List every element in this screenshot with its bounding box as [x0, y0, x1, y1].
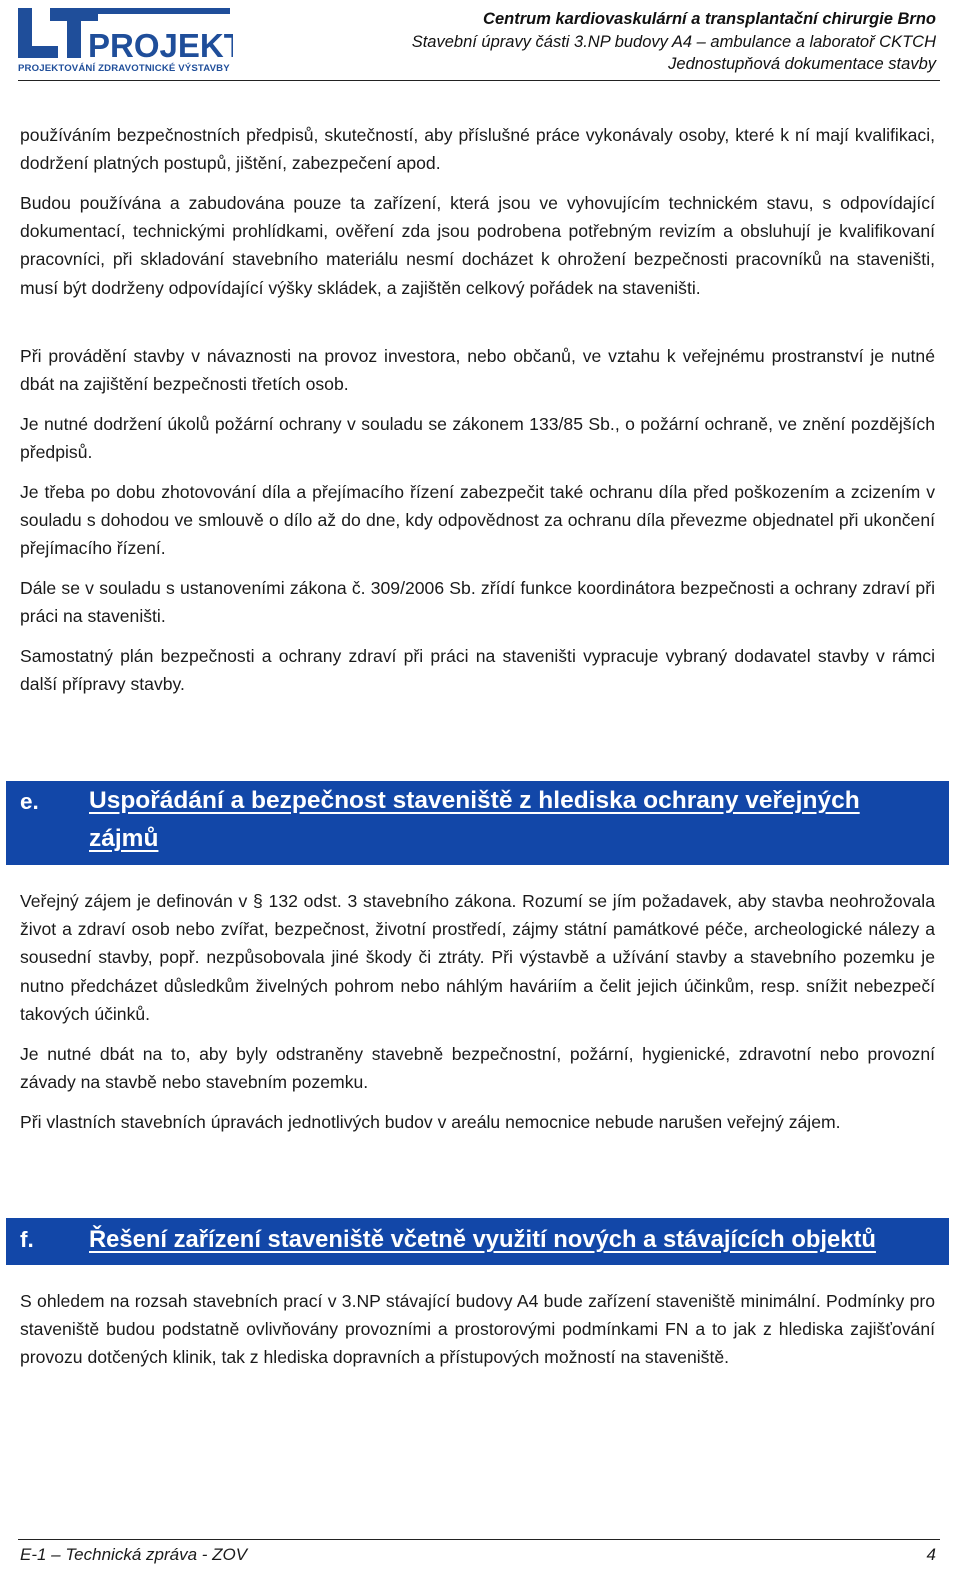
- section-f-title: Řešení zařízení staveniště včetně využití nových a stávajících objektů: [89, 1226, 876, 1253]
- section-e-heading: [6, 781, 949, 865]
- section-e-letter: e.: [20, 789, 39, 814]
- header-divider: [18, 80, 940, 81]
- paragraph: používáním bezpečnostních předpisů, skutečností, aby příslušné práce vykonávaly osoby, které k ní mají kvalifikaci, dodržení platných postupů, jištění, zabezpečení apod.: [20, 125, 935, 174]
- paragraph: S ohledem na rozsah stavebních prací v 3.NP stávající budovy A4 bude zařízení staveniště minimální. Podmínky pro staveniště budou podstatně ovlivňovány provozními a prostorovými podmínkami FN a to jak z hlediska zajišťování provozu dotčených klinik, tak z hlediska dopravních a přístupových možností na staveniště.: [20, 1291, 935, 1368]
- section-f-letter: f.: [20, 1227, 34, 1252]
- document-header: [412, 8, 936, 76]
- paragraph: Je nutné dbát na to, aby byly odstraněny stavebně bezpečnostní, požární, hygienické, zdravotní nebo provozní závady na stavbě nebo stavebním pozemku.: [20, 1044, 935, 1093]
- footer-document-name: E-1 – Technická zpráva - ZOV: [20, 1545, 248, 1564]
- footer-divider: [18, 1539, 940, 1540]
- paragraph: Samostatný plán bezpečnosti a ochrany zdraví při práci na staveništi vypracuje vybraný dodavatel stavby v rámci další přípravy stavby.: [20, 646, 935, 695]
- paragraph: Při provádění stavby v návaznosti na provoz investora, nebo občanů, ve vztahu k veřejnému prostranství je nutné dbát na zajištění bezpečnosti třetích osob.: [20, 346, 935, 395]
- lt-projekt-logo-mark: [18, 6, 233, 66]
- header-building-works: Stavební úpravy části 3.NP budovy A4 – ambulance a laboratoř CKTCH: [411, 32, 936, 51]
- page-number: 4: [926, 1545, 936, 1564]
- header-project-name: Centrum kardiovaskulární a transplantační chirurgie Brno: [483, 10, 936, 28]
- paragraph: Při vlastních stavebních úpravách jednotlivých budov v areálu nemocnice nebude narušen veřejný zájem.: [20, 1112, 841, 1132]
- header-documentation-type: Jednostupňová dokumentace stavby: [668, 55, 936, 73]
- section-e-title: Uspořádání a bezpečnost staveniště z hlediska ochrany veřejných zájmů: [89, 787, 860, 852]
- section-f-heading: [6, 1218, 949, 1265]
- paragraph: Budou používána a zabudována pouze ta zařízení, která jsou ve vyhovujícím technickém stavu, s odpovídající dokumentací, technickými prohlídkami, ověření zda jsou podrobena potřebným revizím a obsluhují je kvalifikovaní pracovníci, při skladování stavebního materiálu nesmí docházet k ohrožení bezpečnosti pracovníků na staveništi, musí být dodrženy odpovídající výšky skládek, a zajištěn celkový pořádek na staveništi.: [20, 193, 935, 298]
- paragraph: Veřejný zájem je definován v § 132 odst. 3 stavebního zákona. Rozumí se jím požadavek, aby stavba neohrožovala život a zdraví osob nebo zvířat, bezpečnost, životní prostředí, zájmy státní památkové péče, archeologické nálezy a sousední stavby, popř. nezpůsobovala jiné škody či ztráty. Při výstavbě a užívání stavby a stavebního pozemku je nutno předcházet důsledkům živelných pohrom nebo náhlým haváriím a čelit jejich účinkům, resp. snížit nebezpečí takových účinků.: [20, 891, 935, 1024]
- logo-tagline: PROJEKTOVÁNÍ ZDRAVOTNICKÉ VÝSTAVBY: [18, 63, 230, 74]
- logo-projekt-text: PROJEKT: [88, 27, 233, 64]
- paragraph: Je třeba po dobu zhotovování díla a přejímacího řízení zabezpečit také ochranu díla před poškozením a zcizením v souladu s dohodou ve smlouvě o dílo až do dne, kdy odpovědnost za ochranu díla převezme objednatel při ukončení přejímacího řízení.: [20, 482, 935, 559]
- paragraph: Je nutné dodržení úkolů požární ochrany v souladu se zákonem 133/85 Sb., o požární ochraně, ve znění pozdějších předpisů.: [20, 414, 935, 463]
- paragraph: Dále se v souladu s ustanoveními zákona č. 309/2006 Sb. zřídí funkce koordinátora bezpečnosti a ochrany zdraví při práci na staveništi.: [20, 578, 935, 627]
